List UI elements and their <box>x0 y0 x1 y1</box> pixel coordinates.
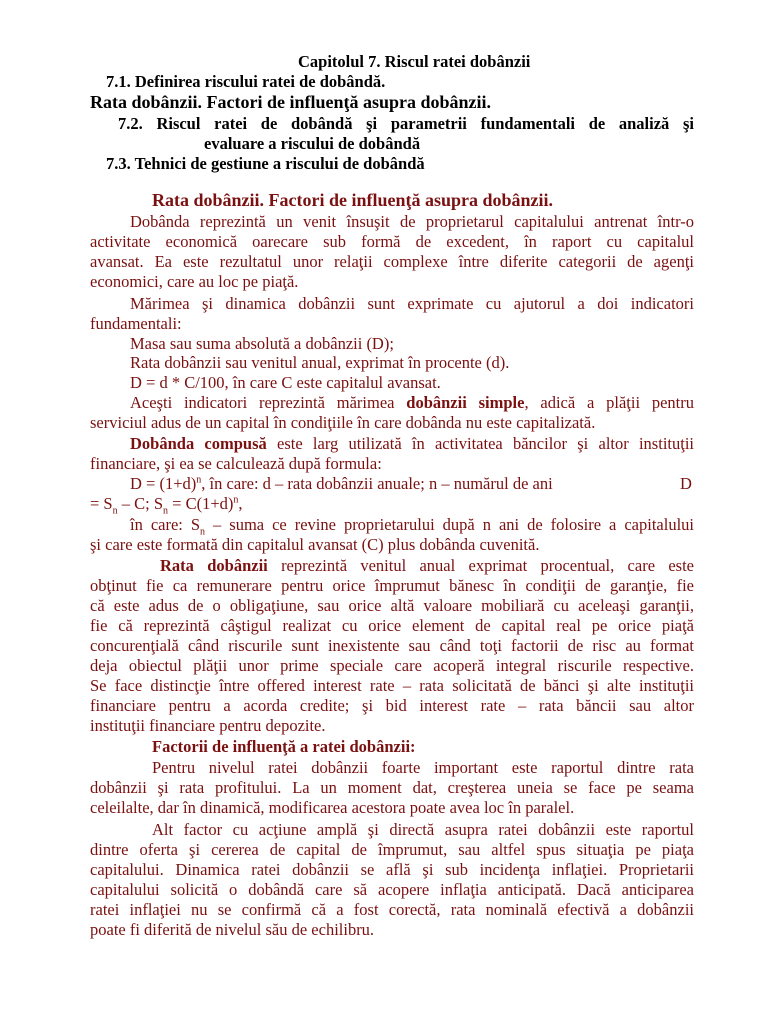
formula-line <box>90 494 243 517</box>
paragraph-line: dintre oferta şi cererea de capital de împrumut, sau altfel spus situaţia pe piaţa <box>90 840 694 859</box>
paragraph-line: fie că reprezintă câştigul realizat cu orice element de capital real pe orice piaţă <box>90 616 694 635</box>
paragraph-line: şi care este formată din capitalul avansat (C) plus dobânda cuvenită. <box>90 535 540 554</box>
text-run: D = (1+d) <box>130 474 197 493</box>
text-run: = C(1+d) <box>168 494 234 513</box>
paragraph-line: economici, care au loc pe piaţă. <box>90 272 299 291</box>
text-run: reprezintă venitul anual exprimat procentual, care este <box>267 556 694 575</box>
term-rata-dobanzii: Rata dobânzii <box>160 556 268 575</box>
paragraph-line: financiare pentru a acorda credite; şi bid interest rate – rata băncii sau altor <box>90 696 694 715</box>
subscript: n <box>200 526 206 538</box>
toc-item-7-2-line1: 7.2. Riscul ratei de dobândă şi parametrii fundamentali de analiză şi <box>118 114 694 133</box>
text-run: este larg utilizată în activitatea băncilor şi altor instituţii <box>266 434 694 453</box>
text-run: – C; S <box>117 494 164 513</box>
text-run: , <box>238 494 243 513</box>
paragraph-line: dobânzii şi rata profitului. La un moment dat, creşterea uneia se face pe seama <box>90 778 694 797</box>
paragraph-line <box>130 515 695 538</box>
paragraph-line: obţinut fie ca remunerare pentru orice împrumut bănesc în condiţii de garanţie, fie <box>90 576 694 595</box>
toc-item-7-1: 7.1. Definirea riscului ratei de dobândă. <box>106 72 386 91</box>
paragraph-line: capitalului solicită o dobândă care să acopere inflaţia anticipată. Dacă anticiparea <box>90 880 694 899</box>
paragraph-line: concurenţială când riscurile sunt inexistente sau când toţi factorii de risc au format <box>90 636 694 655</box>
text-run: Aceşti indicatori reprezintă mărimea <box>130 393 407 412</box>
paragraph-line <box>130 434 694 454</box>
paragraph-line: capitalului. Dinamica ratei dobânzii se află şi sub incidenţa inflaţiei. Proprietarii <box>90 860 694 879</box>
paragraph-line: Mărimea şi dinamica dobânzii sunt exprimate cu ajutorul a doi indicatori <box>130 294 694 313</box>
text-run: în care: S <box>130 515 201 534</box>
toc-item-7-2-line2: evaluare a riscului de dobândă <box>204 134 421 153</box>
paragraph-line: avansat. Ea este rezultatul unor relaţii complexe între diferite categorii de agenţi <box>90 252 694 271</box>
superscript: n <box>196 474 202 486</box>
chapter-title: Capitolul 7. Riscul ratei dobânzii <box>298 52 531 71</box>
paragraph-line: Alt factor cu acţiune amplă şi directă asupra ratei dobânzii este raportul <box>152 820 694 839</box>
subscript: n <box>163 505 169 517</box>
toc-item-7-1-subtitle: Rata dobânzii. Factori de influenţă asupra dobânzii. <box>90 92 492 112</box>
text-run: – suma ce revine proprietarului după n ani de folosire a capitalului <box>205 515 695 534</box>
paragraph-line: serviciul adus de un capital în condiţiile în care dobânda nu este capitalizată. <box>90 413 596 432</box>
subheading-factors: Factorii de influenţă a ratei dobânzii: <box>152 737 416 756</box>
paragraph-line <box>160 556 694 576</box>
formula-line-end: D <box>680 474 692 493</box>
paragraph-line: Rata dobânzii sau venitul anual, exprimat în procente (d). <box>130 353 510 372</box>
paragraph-line: poate fi diferită de nivelul său de echilibru. <box>90 920 375 939</box>
paragraph-line: activitate economică oarecare sub formă de excedent, în raport cu capitalul <box>90 232 694 251</box>
text-run: = S <box>90 494 113 513</box>
paragraph-line: Dobânda reprezintă un venit însuşit de proprietarul capitalului antrenat într-o <box>130 212 694 231</box>
subscript: n <box>112 505 118 517</box>
paragraph-line: ratei inflaţiei nu se confirmă că a fost corectă, rata nominală efectivă a dobânzii <box>90 900 694 919</box>
paragraph-line <box>130 393 694 413</box>
term-dobanzii-simple: dobânzii simple <box>406 393 525 412</box>
paragraph-line: Se face distincţie între offered interest rate – rata solicitată de bănci şi alte instituţii <box>90 676 694 695</box>
paragraph-line: instituţii financiare pentru depozite. <box>90 716 326 735</box>
paragraph-line: că este adus de o obligaţiune, sau orice altă valoare mobiliară cu aceleaşi garanţii, <box>90 596 694 615</box>
paragraph-line: Masa sau suma absolută a dobânzii (D); <box>130 334 394 353</box>
toc-item-7-3: 7.3. Tehnici de gestiune a riscului de dobândă <box>106 154 425 173</box>
paragraph-line: financiare, şi ea se calculează după formula: <box>90 454 382 473</box>
text-run: , în care: d – rata dobânzii anuale; n – numărul de ani <box>201 474 553 493</box>
text-run: , adică a plăţii pentru <box>524 393 694 412</box>
paragraph-line: celeilalte, dar în dinamică, modificarea acestora poate avea loc în paralel. <box>90 798 575 817</box>
paragraph-line: D = d * C/100, în care C este capitalul avansat. <box>130 373 441 392</box>
paragraph-line: Pentru nivelul ratei dobânzii foarte important este raportul dintre rata <box>152 758 694 777</box>
term-dobanda-compusa: Dobânda compusă <box>130 434 267 453</box>
formula-line <box>130 474 553 494</box>
superscript: n <box>233 494 239 506</box>
section-heading: Rata dobânzii. Factori de influenţă asupra dobânzii. <box>152 190 554 210</box>
paragraph-line: fundamentali: <box>90 314 182 333</box>
paragraph-line: deja obiectul plăţii unor prime speciale care acoperă integral riscurile respective. <box>90 656 694 675</box>
